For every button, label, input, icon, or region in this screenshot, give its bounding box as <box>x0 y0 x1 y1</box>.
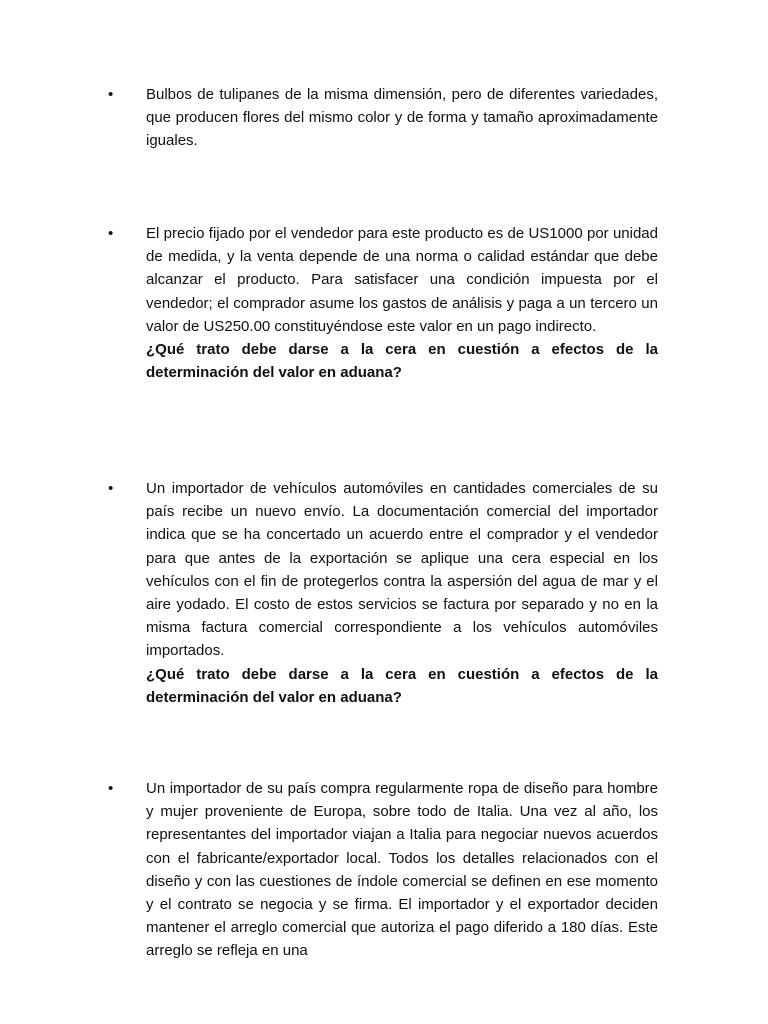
bullet-icon: • <box>108 780 114 797</box>
list-item-text <box>146 777 658 963</box>
bullet-icon: • <box>108 86 114 103</box>
question-text: ¿Qué trato debe darse a la cera en cuestión a efectos de la determinación del valor en aduana? <box>146 341 658 382</box>
paragraph-text: Un importador de su país compra regularmente ropa de diseño para hombre y mujer proveniente de Europa, sobre todo de Italia. Una vez al año, los representantes del importador viajan a Italia para negociar nuevos acuerdos con el fabricante/exportador local. Todos los detalles relacionados con el diseño y con las cuestiones de índole comercial se definen en ese momento y el contrato se negocia y se firma. El importador y el exportador deciden mantener el arreglo comercial que autoriza el pago diferido a 180 días. Este arreglo se refleja en una <box>146 780 658 960</box>
list-item-text <box>146 477 658 709</box>
bullet-icon: • <box>108 225 114 242</box>
list-item-text <box>146 222 658 384</box>
paragraph-text: Un importador de vehículos automóviles en cantidades comerciales de su país recibe un nuevo envío. La documentación comercial del importador indica que se ha concertado un acuerdo entre el comprador y el vendedor para que antes de la exportación se aplique una cera especial en los vehículos con el fin de protegerlos contra la aspersión del agua de mar y el aire yodado. El costo de estos servicios se factura por separado y no en la misma factura comercial correspondiente a los vehículos automóviles importados. <box>146 480 658 660</box>
bullet-icon: • <box>108 480 114 497</box>
question-text: ¿Qué trato debe darse a la cera en cuestión a efectos de la determinación del valor en aduana? <box>146 665 658 706</box>
paragraph-text: El precio fijado por el vendedor para este producto es de US1000 por unidad de medida, y la venta depende de una norma o calidad estándar que debe alcanzar el producto. Para satisfacer una condición impuesta por el vendedor; el comprador asume los gastos de análisis y paga a un tercero un valor de US250.00 constituyéndose este valor en un pago indirecto. <box>146 225 658 335</box>
list-item-text <box>146 83 658 153</box>
paragraph-text: Bulbos de tulipanes de la misma dimensión, pero de diferentes variedades, que producen flores del mismo color y de forma y tamaño aproximadamente iguales. <box>146 86 658 150</box>
